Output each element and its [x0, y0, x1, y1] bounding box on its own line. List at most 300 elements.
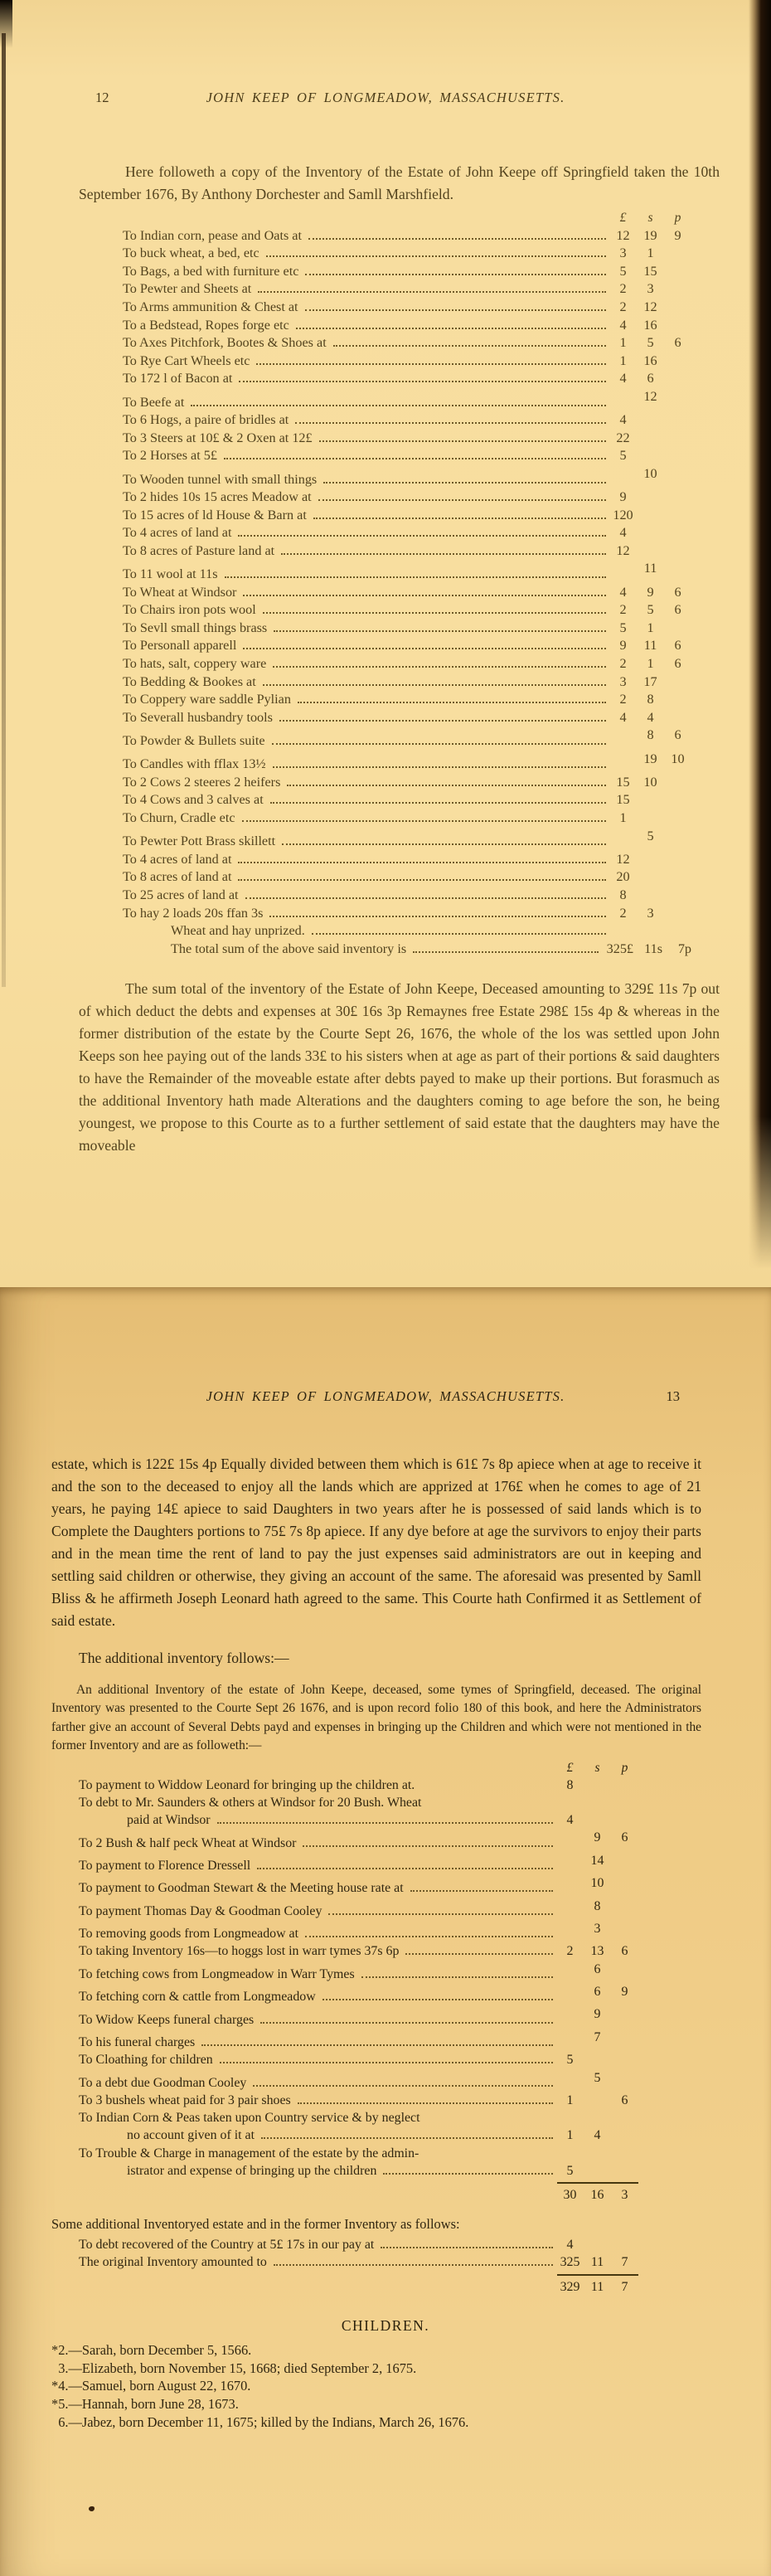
item-label: To Axes Pitchfork, Bootes & Shoes at: [123, 335, 327, 351]
item-label: istrator and expense of bringing up the children: [127, 2163, 377, 2178]
amount-pence: [664, 488, 691, 507]
item-label: To 4 acres of land at: [123, 525, 232, 541]
item-label: To debt to Mr. Saunders & others at Windsor for 20 Bush. Wheat: [79, 1796, 422, 1810]
some-additional-line: Some additional Inventoryed estate and in the former Inventory as follows:: [51, 2216, 460, 2233]
amount-pence: [611, 2126, 638, 2144]
inventory-row: [123, 560, 691, 583]
further-inventory-table: [79, 2236, 638, 2296]
amount-shillings: [637, 791, 664, 809]
dot-leader: [413, 951, 599, 953]
amount-pounds: 1: [619, 352, 627, 368]
inventory-row: [123, 851, 691, 869]
amount-pence: [611, 1920, 638, 1937]
amount-shillings: 1: [647, 245, 654, 261]
amount-pounds: [556, 1983, 584, 2000]
item-label: To Indian corn, pease and Oats at: [123, 227, 302, 243]
amount-pence: [664, 620, 691, 638]
amount-shillings: [637, 868, 664, 887]
amount-shillings: 16: [590, 2187, 604, 2202]
child-entry: *4.—Samuel, born August 22, 1670.: [51, 2378, 251, 2394]
amount-pounds: [609, 828, 637, 846]
item-label: no account given of it at: [127, 2128, 255, 2143]
dot-leader: [238, 535, 606, 537]
amount-pounds: 2: [619, 905, 627, 921]
inventory-row: [79, 1961, 638, 1983]
amount-pence: [664, 280, 691, 299]
shillings-unit: s: [647, 211, 653, 225]
inventory-row: [123, 620, 691, 638]
dot-leader: [225, 576, 606, 578]
amount-pence: 9: [621, 1985, 628, 2000]
dot-leader: [263, 684, 606, 686]
amount-pence: 7: [621, 2279, 628, 2294]
item-label: To 3 Steers at 10£ & 2 Oxen at 12£: [123, 430, 313, 445]
item-label: To hay 2 loads 20s ffan 3s: [123, 905, 264, 921]
amount-pounds: 3: [619, 673, 627, 689]
amount-pounds: 20: [616, 869, 630, 885]
amount-shillings: 4: [594, 2128, 601, 2143]
dot-leader: [282, 843, 606, 845]
amount-shillings: 16: [643, 317, 657, 333]
amount-pounds: 325£: [606, 940, 633, 956]
item-label: To payment to Goodman Stewart & the Meeting house rate at: [79, 1881, 404, 1896]
dot-leader: [313, 518, 606, 519]
item-label: To Cloathing for children: [79, 2053, 213, 2068]
amount-pence: [664, 709, 691, 727]
dot-leader: [312, 933, 606, 935]
inventory-row: [79, 1811, 638, 1829]
inventory-row: [123, 922, 691, 940]
item-label: To his funeral charges: [79, 2035, 196, 2050]
amount-shillings: [637, 447, 664, 465]
inventory-row: [123, 709, 691, 727]
dot-leader: [298, 2102, 553, 2104]
inventory-table: [123, 209, 691, 958]
amount-pounds: 1: [619, 335, 627, 351]
amount-pounds: 4: [619, 525, 627, 541]
item-label: To 8 acres of Pasture land at: [123, 542, 275, 558]
dot-leader: [243, 648, 606, 649]
inventory-row: [123, 280, 691, 299]
amount-pence: [611, 2069, 638, 2087]
inventory-row: [79, 2092, 638, 2109]
amount-shillings: [584, 2236, 611, 2253]
dot-leader: [298, 702, 606, 703]
amount-pence: [611, 1961, 638, 1978]
binding-shadow-left: [2, 33, 6, 987]
children-list: [51, 2341, 738, 2432]
amount-pounds: 15: [616, 774, 630, 790]
amount-pounds: 4: [619, 371, 627, 386]
inventory-row: [79, 1852, 638, 1874]
ink-spot: [89, 2506, 95, 2511]
dot-leader: [303, 1845, 553, 1847]
inventory-row: [79, 2253, 638, 2271]
amount-pence: [664, 774, 691, 792]
amount-pence: [664, 430, 691, 448]
inventory-row: [123, 905, 691, 923]
amount-pence: [611, 2162, 638, 2180]
amount-shillings: [637, 542, 664, 561]
dot-leader: [287, 785, 606, 786]
amount-pence: [664, 388, 691, 406]
inventory-row: [123, 791, 691, 809]
item-label: To Rye Cart Wheels etc: [123, 352, 250, 368]
inventory-row: [123, 601, 691, 620]
amount-pounds: [609, 560, 637, 578]
amount-pence: [664, 411, 691, 430]
amount-shillings: 6: [647, 371, 654, 386]
dot-leader: [263, 612, 606, 614]
item-label: To a Bedstead, Ropes forge etc: [123, 317, 289, 333]
inventory-row: [79, 1942, 638, 1960]
pence-unit: p: [621, 1760, 628, 1775]
amount-shillings: [637, 430, 664, 448]
amount-pounds: 22: [616, 430, 630, 445]
item-label: To a debt due Goodman Cooley: [79, 2075, 247, 2090]
amount-pence: [664, 791, 691, 809]
inventory-row: [79, 1983, 638, 2005]
item-label: The total sum of the above said inventory is: [171, 940, 407, 956]
amount-pounds: 120: [613, 507, 633, 522]
dot-leader: [383, 2173, 553, 2175]
inventory-row: [123, 655, 691, 673]
amount-pounds: [609, 388, 637, 406]
amount-shillings: [584, 1811, 611, 1829]
amount-pence: [664, 465, 691, 484]
item-label: To fetching corn & cattle from Longmeadow: [79, 1990, 316, 2005]
amount-pounds: 2: [619, 281, 627, 297]
item-label: To 6 Hogs, a paire of bridles at: [123, 412, 289, 428]
item-label: To Trouble & Charge in management of the estate by the admin-: [79, 2146, 419, 2160]
amount-shillings: 14: [590, 1853, 604, 1868]
closing-paragraph: The sum total of the inventory of the Estate of John Keepe, Deceased amounting to 329£ 11s 7p out of which deduct the debts and expenses at 30£ 16s 3p Remaynes free Estate 298£ 15s 4p & whereas in the former distribution of the estate by the Courte Sept 26, 1676, the whole of the los was settled upon John Keeps son hee paying out of the lands 33£ to his sisters when at age as part of their portions & said daughters to have the Remainder of the moveable estate after debts payed to make up their portions. But forasmuch as the additional Inventory hath made Alterations and the daughters coming to age before the son, he being youngest, we propose to this Courte as to a further settlement of said estate that the daughters may have the moveable: [79, 980, 720, 1154]
child-entry: 3.—Elizabeth, born November 15, 1668; died September 2, 1675.: [51, 2360, 417, 2376]
running-head: [58, 90, 713, 106]
amount-pounds: 12: [616, 227, 630, 243]
inventory-row: [123, 352, 691, 371]
inventory-row: [123, 447, 691, 465]
amount-pounds: 4: [619, 584, 627, 600]
amount-shillings: 6: [594, 1961, 601, 1976]
item-label: To Severall husbandry tools: [123, 709, 273, 725]
amount-shillings: 5: [594, 2070, 601, 2085]
binding-shadow-right: [749, 0, 771, 1269]
amount-pounds: [556, 1874, 584, 1892]
dot-leader: [217, 1822, 553, 1824]
amount-pounds: 5: [566, 2053, 574, 2068]
intro-paragraph: Here followeth a copy of the Inventory of the Estate of John Keepe off Springfield taken the 10th September 1676, By Anthony Dorchester and Samll Marshfield.: [79, 163, 720, 202]
dot-leader: [257, 1868, 553, 1869]
amount-shillings: [637, 411, 664, 430]
amount-pence: 7: [621, 2255, 628, 2270]
amount-pence: [664, 828, 691, 846]
inventory-row: [123, 751, 691, 774]
item-label: To payment Thomas Day & Goodman Cooley: [79, 1903, 322, 1918]
child-entry: *5.—Hannah, born June 28, 1673.: [51, 2396, 239, 2413]
item-label: To Wheat at Windsor: [123, 584, 237, 600]
inventory-row: [123, 245, 691, 263]
inventory-row: [123, 524, 691, 542]
amount-shillings: [584, 2162, 611, 2180]
additional-inventory-rows: [79, 1776, 638, 2204]
page-number: 12: [95, 90, 109, 105]
amount-shillings: 1: [647, 620, 654, 635]
amount-pounds: 1: [619, 809, 627, 825]
inventory-row: [79, 2274, 638, 2296]
inventory-row: [123, 691, 691, 709]
amount-pence: 6: [674, 335, 681, 351]
amount-pence: 6: [674, 727, 681, 743]
amount-pounds: [556, 2005, 584, 2023]
dot-leader: [305, 309, 606, 311]
amount-pence: [611, 2236, 638, 2253]
item-label: To Personall apparell: [123, 638, 237, 654]
amount-pence: 10: [671, 751, 685, 766]
dot-leader: [239, 381, 606, 382]
item-label: Wheat and hay unprized.: [171, 923, 305, 939]
item-label: To 11 wool at 11s: [123, 566, 218, 582]
additional-inventory-table: [79, 1759, 638, 2204]
dot-leader: [191, 405, 606, 406]
amount-pounds: [556, 1898, 584, 1915]
dot-leader: [319, 440, 606, 442]
opening-paragraph: estate, which is 122£ 15s 4p Equally divided between them which is 61£ 7s 8p apiece when at age to receive it and the son to the deceased to enjoy all the lands which are apprized at 176£ when he comes to age of 21 years, he paying 14£ apiece to said Daughters in two years after he is possessed of said lands which is to Complete the Daughters portions to 75£ 7s 8p apiece. If any dye before at age the survivors to enjoy their parts and in the mean time the rent of land to pay the just expenses said administrators are out in keeping and settling said children or otherwise, they giving an account of the same. The aforesaid was presented by Samll Bliss & he affirmeth Joseph Leonard hath agreed to the same. This Courte hath Confirmed it as Settlement of said estate.: [51, 1456, 701, 1629]
amount-shillings: 3: [647, 905, 654, 921]
shillings-unit: s: [594, 1760, 600, 1775]
dot-leader: [305, 274, 606, 275]
inventory-row: [79, 2126, 638, 2144]
item-label: To Sevll small things brass: [123, 620, 268, 635]
amount-pence: [664, 560, 691, 578]
item-label: To Bedding & Bookes at: [123, 673, 256, 689]
item-label: To 8 acres of land at: [123, 869, 232, 885]
dot-leader: [381, 2247, 553, 2248]
amount-shillings: 10: [643, 774, 657, 790]
item-label: To buck wheat, a bed, etc: [123, 245, 259, 261]
amount-shillings: 12: [643, 388, 657, 404]
amount-pounds: 5: [619, 263, 627, 279]
amount-pence: [664, 370, 691, 388]
inventory-row: [79, 2069, 638, 2092]
item-label: To debt recovered of the Country at 5£ 17s in our pay at: [79, 2238, 375, 2253]
dot-leader: [305, 1936, 553, 1937]
amount-shillings: 11: [590, 2279, 604, 2294]
amount-shillings: 5: [647, 335, 654, 351]
item-label: To Churn, Cradle etc: [123, 809, 235, 825]
amount-pence: 6: [621, 1944, 628, 1959]
amount-shillings: 11: [643, 638, 657, 654]
amount-pounds: 3: [619, 245, 627, 261]
amount-pence: [664, 524, 691, 542]
amount-pounds: [556, 2029, 584, 2046]
amount-pounds: 4: [619, 317, 627, 333]
dot-leader: [253, 2085, 553, 2087]
inventory-row: [79, 1920, 638, 1942]
amount-pence: [664, 507, 691, 525]
amount-pence: 6: [674, 602, 681, 618]
item-label: To Pewter and Sheets at: [123, 281, 252, 297]
dot-leader: [269, 916, 606, 917]
dot-leader: [281, 553, 606, 555]
item-label: To Chairs iron pots wool: [123, 602, 256, 618]
item-label: The original Inventory amounted to: [79, 2255, 267, 2270]
dot-leader: [318, 499, 606, 501]
inventory-row: [79, 2182, 638, 2204]
amount-pounds: 5: [619, 448, 627, 464]
item-label: To 25 acres of land at: [123, 887, 239, 902]
dot-leader: [270, 802, 606, 804]
inventory-row: [79, 1776, 638, 1794]
amount-shillings: 9: [647, 584, 654, 600]
dot-leader: [323, 482, 606, 484]
amount-pounds: 1: [566, 2092, 574, 2107]
amount-pounds: 4: [566, 2238, 574, 2253]
dot-leader: [295, 422, 606, 424]
inventory-row: [123, 465, 691, 488]
dot-leader: [224, 458, 606, 459]
item-label: To 4 Cows and 3 calves at: [123, 792, 264, 808]
amount-shillings: 11: [643, 561, 657, 576]
amount-pence: 6: [674, 656, 681, 672]
item-label: paid at Windsor: [127, 1813, 211, 1828]
inventory-row: [79, 1794, 638, 1811]
amount-shillings: 8: [594, 1898, 601, 1913]
amount-pounds: 2: [619, 299, 627, 314]
dot-leader: [258, 291, 606, 293]
amount-pounds: 4: [566, 1813, 574, 1828]
inventory-row: [123, 673, 691, 692]
dot-leader: [296, 328, 606, 329]
amount-pence: 6: [674, 584, 681, 600]
dot-leader: [328, 1913, 553, 1915]
amount-shillings: 6: [594, 1985, 601, 2000]
inventory-row: [79, 2109, 638, 2126]
inventory-row: [123, 430, 691, 448]
dot-leader: [272, 743, 606, 745]
currency-units-header: [123, 209, 691, 227]
amount-pounds: [556, 1920, 584, 1937]
dot-leader: [274, 2264, 553, 2266]
amount-pence: [664, 673, 691, 692]
dot-leader: [405, 1953, 553, 1955]
inventory-row: [123, 507, 691, 525]
book-page-13: [0, 1287, 771, 2576]
item-label: To Wooden tunnel with small things: [123, 471, 318, 487]
inventory-rows: [123, 227, 691, 959]
amount-pence: [664, 299, 691, 317]
running-head: [58, 1388, 713, 1405]
amount-pence: 7p: [677, 940, 691, 956]
amount-pence: 3: [621, 2187, 628, 2202]
dot-leader: [308, 238, 606, 240]
item-label: To Widow Keeps funeral charges: [79, 2012, 255, 2027]
amount-pounds: 12: [616, 851, 630, 867]
dot-leader: [333, 345, 606, 347]
inventory-row: [123, 809, 691, 828]
dot-leader: [261, 2137, 553, 2139]
amount-shillings: 17: [643, 673, 657, 689]
dot-leader: [279, 720, 606, 722]
amount-pounds: 5: [566, 2163, 574, 2178]
amount-pence: [611, 1898, 638, 1915]
amount-pence: [664, 887, 691, 905]
currency-units-header: [79, 1759, 638, 1776]
dot-leader: [361, 1976, 553, 1978]
amount-pounds: 15: [616, 792, 630, 808]
amount-pounds: [556, 1961, 584, 1978]
book-page-12: [0, 0, 771, 1287]
amount-pounds: 329: [560, 2279, 580, 2294]
dot-leader: [242, 820, 606, 822]
amount-pence: [664, 245, 691, 263]
inventory-row: [123, 227, 691, 245]
amount-shillings: 12: [643, 299, 657, 314]
amount-pounds: 8: [566, 1777, 574, 1792]
amount-pounds: 2: [619, 602, 627, 618]
item-label: To 3 bushels wheat paid for 3 pair shoes: [79, 2092, 291, 2107]
amount-shillings: 3: [647, 281, 654, 297]
item-label: To 4 acres of land at: [123, 851, 232, 867]
inventory-row: [123, 388, 691, 411]
amount-shillings: 11s: [644, 940, 662, 956]
amount-shillings: 7: [594, 2029, 601, 2044]
inventory-row: [79, 2236, 638, 2253]
item-label: To 172 l of Bacon at: [123, 371, 233, 386]
inventory-row: [123, 263, 691, 281]
item-label: To Pewter Pott Brass skillett: [123, 834, 276, 849]
amount-shillings: [584, 2092, 611, 2109]
item-label: To Arms ammunition & Chest at: [123, 299, 298, 314]
amount-pence: [611, 1852, 638, 1869]
amount-pence: [611, 2005, 638, 2023]
amount-shillings: [637, 507, 664, 525]
amount-pounds: [609, 465, 637, 484]
amount-shillings: 5: [647, 602, 654, 618]
item-label: To Powder & Bullets suite: [123, 733, 265, 748]
inventory-row: [123, 887, 691, 905]
additional-inventory-intro: An additional Inventory of the estate of John Keepe, deceased, some tymes of Springfield, deceased. The original Inventory was presented to the Courte Sept 26 1676, and is upon record folio 180 of this book, and here the Administrators farther give an account of Several Debts payd and expenses in bringing up the Children and which were not mentioned in the former Inventory and are as followeth:—: [51, 1683, 701, 1753]
pence-unit: p: [674, 211, 681, 225]
inventory-row: [123, 774, 691, 792]
child-entry: *2.—Sarah, born December 5, 1566.: [51, 2341, 252, 2358]
amount-pence: [611, 2029, 638, 2046]
amount-shillings: 8: [647, 727, 654, 743]
amount-shillings: 16: [643, 352, 657, 368]
inventory-row: [79, 2145, 638, 2162]
amount-pounds: 8: [619, 887, 627, 902]
inventory-row: [123, 317, 691, 335]
inventory-row: [79, 2029, 638, 2051]
inventory-row: [123, 727, 691, 750]
amount-pounds: [609, 751, 637, 769]
item-label: To Beefe at: [123, 394, 185, 410]
amount-shillings: 15: [643, 263, 657, 279]
amount-shillings: 4: [647, 709, 654, 725]
amount-shillings: [584, 1776, 611, 1794]
dot-leader: [274, 630, 606, 632]
amount-pence: [664, 905, 691, 923]
amount-pence: 6: [674, 638, 681, 654]
dot-leader: [220, 2062, 553, 2063]
dot-leader: [238, 862, 606, 863]
item-label: To fetching cows from Longmeadow in Warr Tymes: [79, 1966, 355, 1981]
amount-shillings: 13: [590, 1944, 604, 1959]
amount-pence: [611, 1874, 638, 1892]
amount-shillings: 10: [643, 465, 657, 481]
dot-leader: [256, 363, 606, 365]
dot-leader: [260, 2022, 553, 2024]
